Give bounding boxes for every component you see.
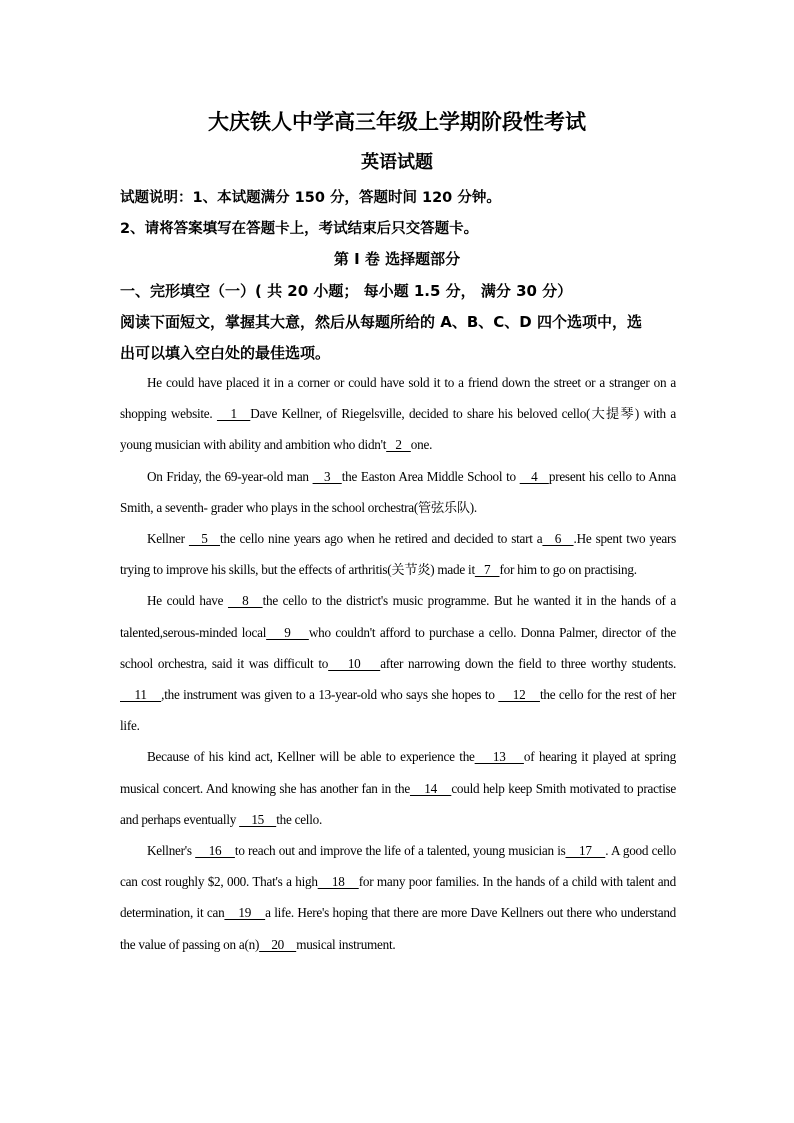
text: He could have (147, 593, 228, 609)
text: the cello. (276, 811, 323, 827)
blank-14: 14 (409, 780, 452, 796)
exam-title: 大庆铁人中学高三年级上学期阶段性考试 (208, 110, 586, 134)
blank-5: 5 (188, 531, 221, 547)
text: Kellner's (147, 843, 196, 859)
text: .He spent two years trying to improve his skills, but the effects of arthritis(关节炎) made it (120, 531, 677, 578)
blank-3: 3 (312, 468, 342, 484)
blank-19: 19 (224, 905, 266, 921)
blank-15: 15 (239, 811, 277, 827)
text: the cello for the rest of her life. (120, 687, 677, 734)
text: Dave Kellner, of Riegelsville, decided to share his beloved cello(大提琴) with a young musician with ability and ambition who didn't (120, 406, 677, 453)
text: to reach out and improve the life of a talented, young musician is (234, 843, 566, 859)
text: who couldn't afford to purchase a cello. Donna Palmer, director of the school orchestra, said it was difficult to (120, 624, 676, 671)
text: could help keep Smith motivated to practise and perhaps eventually (120, 780, 676, 827)
text: of hearing it played at spring musical concert. And knowing she has another fan in the (120, 749, 676, 796)
blank-1: 1 (216, 406, 251, 422)
passage-paragraph-1 (120, 367, 676, 461)
blank-12: 12 (498, 687, 540, 703)
passage-paragraph-4 (120, 585, 676, 741)
passage-paragraph-2 (120, 461, 676, 523)
directions-line-2: 出可以填入空白处的最佳选项。 (120, 344, 331, 362)
directions-line-1: 阅读下面短文，掌握其大意，然后从每题所给的 A、B、C、D 四个选项中，选 (120, 313, 642, 331)
blank-9: 9 (266, 624, 309, 640)
instructions-line-2: 2、请将答案填写在答题卡上，考试结束后只交答题卡。 (120, 221, 479, 237)
blank-6: 6 (542, 531, 574, 547)
section-title: 一、完形填空（一）( 共 20 小题； 每小题 1.5 分， 满分 30 分） (120, 282, 573, 300)
text: Because of his kind act, Kellner will be able to experience the (147, 749, 475, 765)
blank-8: 8 (227, 593, 263, 609)
text: the cello nine years ago when he retired and decided to start a (220, 531, 543, 547)
text: present his cello to Anna Smith, a seventh- grader who plays in the school orchestra(管弦乐队). (120, 468, 676, 515)
blank-13: 13 (474, 749, 524, 765)
text: ,the instrument was given to a 13-year-old who says she hopes to (161, 687, 499, 703)
volume-title: 第 I 卷 选择题部分 (333, 250, 461, 268)
blank-7: 7 (474, 562, 500, 578)
blank-18: 18 (317, 874, 359, 890)
blank-11: 11 (120, 687, 162, 703)
text: after narrowing down the field to three worthy students. (380, 655, 676, 671)
text: musical instrument. (296, 936, 396, 952)
text: for many poor families. In the hands of a child with talent and determination, it can (120, 874, 676, 921)
cloze-passage (120, 367, 676, 960)
blank-2: 2 (386, 437, 411, 453)
text: a life. Here's hoping that there are more Dave Kellners out there who understand the value of passing on a(n) (120, 905, 677, 952)
text: one. (410, 437, 433, 453)
blank-10: 10 (328, 655, 381, 671)
text: for him to go on practising. (499, 562, 637, 578)
exam-subtitle: 英语试题 (361, 152, 433, 173)
blank-16: 16 (195, 843, 235, 859)
passage-paragraph-5 (120, 741, 676, 835)
blank-4: 4 (519, 468, 549, 484)
text: the cello to the district's music programme. But he wanted it in the hands of a talented,serous-minded local (120, 593, 676, 640)
text: On Friday, the 69-year-old man (147, 468, 313, 484)
text: Kellner (147, 531, 189, 547)
text: the Easton Area Middle School to (341, 468, 520, 484)
text: He could have placed it in a corner or could have sold it to a friend down the street or a stranger on a shopping website. (120, 375, 676, 422)
passage-paragraph-3 (120, 523, 676, 585)
passage-paragraph-6 (120, 835, 676, 960)
blank-20: 20 (259, 936, 297, 952)
text: . A good cello can cost roughly $2, 000. That's a high (120, 843, 677, 890)
blank-17: 17 (565, 843, 606, 859)
instructions-line-1: 试题说明：1、本试题满分 150 分，答题时间 120 分钟。 (120, 190, 501, 206)
